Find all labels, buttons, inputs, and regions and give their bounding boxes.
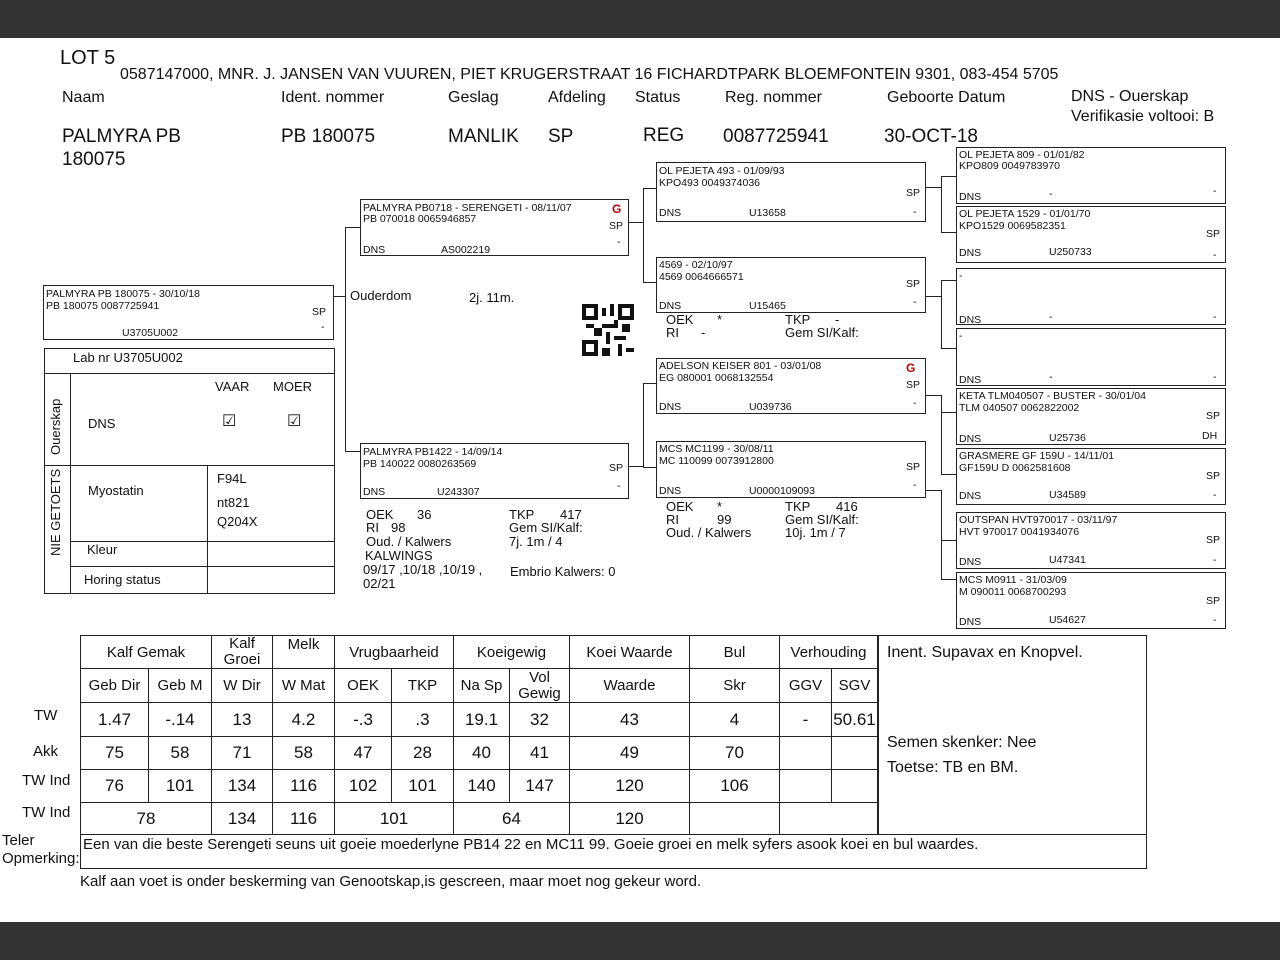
remarks-label-teler: Teler [2, 832, 35, 849]
gp-dash: - [913, 296, 917, 308]
connector [926, 490, 942, 491]
dam-code: U243307 [437, 486, 480, 498]
sub-header: Waarde [570, 669, 690, 703]
akk-cell: 70 [690, 737, 780, 770]
row-label-twind: TW Ind [22, 772, 71, 789]
ggp-line2: M 090011 0068700293 [959, 586, 1067, 598]
header-reg: Reg. nommer [725, 89, 822, 106]
gp-line2: MC 110099 0073912800 [659, 455, 774, 467]
akk-cell: 75 [81, 737, 149, 770]
connector [941, 395, 942, 475]
ggp-sp: SP [1206, 470, 1221, 482]
gp-dash: - [913, 206, 917, 218]
gp2-oek-label: OEK [666, 312, 694, 327]
dam-kalwings-label: KALWINGS [365, 548, 433, 563]
ggp-line1: KETA TLM040507 - BUSTER - 30/01/04 [959, 390, 1146, 402]
lab-dns: DNS [88, 416, 116, 431]
twind2-verhouding [780, 803, 878, 836]
twind-cell [832, 770, 878, 803]
qr-code-icon [582, 304, 634, 356]
grandparent-box [656, 257, 926, 313]
gp4-oek-label: OEK [666, 499, 694, 514]
remarks-box [80, 834, 1147, 869]
great-grandparent-box [956, 328, 1226, 386]
ggp-sp: SP [1206, 410, 1221, 422]
dam-embrio: Embrio Kalwers: 0 [510, 564, 616, 579]
gp2-tkp-label: TKP [785, 312, 811, 327]
gp4-ri-value: 99 [717, 512, 732, 527]
twind-cell: 101 [149, 770, 212, 803]
twind-cell: 102 [335, 770, 392, 803]
lab-number: Lab nr U3705U002 [73, 350, 183, 365]
animal-reg: 0087725941 [723, 126, 829, 147]
gp2-tkp-value: - [835, 312, 840, 327]
great-grandparent-box [956, 512, 1226, 569]
akk-cell: 28 [392, 737, 454, 770]
bottom-bar [0, 922, 1280, 960]
dam-line2: PB 140022 0080263569 [363, 458, 477, 470]
gp-code: U0000109093 [749, 485, 815, 497]
twind-cell: 116 [273, 770, 335, 803]
table-row [81, 737, 878, 770]
group-kalf-groei: Kalf Groei [212, 636, 273, 669]
akk-cell: 58 [273, 737, 335, 770]
animal-geboorte: 30-OCT-18 [884, 126, 978, 147]
sub-header: SGV [832, 669, 878, 703]
note-semen: Semen skenker: Nee [887, 734, 1037, 751]
table-row [81, 669, 878, 703]
ggp-dash: - [1213, 311, 1217, 323]
society-logo-icon: G [906, 361, 916, 375]
ggp-dns: DNS [959, 490, 982, 502]
animal-afdeling: SP [548, 126, 574, 147]
ggp-sp: SP [1206, 228, 1221, 240]
sire-line2: PB 070018 0065946857 [363, 213, 477, 225]
akk-cell: 49 [570, 737, 690, 770]
gp-dns: DNS [659, 485, 682, 497]
sub-header: GGV [780, 669, 832, 703]
header-naam: Naam [62, 89, 105, 106]
dam-oek-value: 36 [417, 507, 432, 522]
dam-ri-value: 98 [391, 520, 406, 535]
gp4-ri-label: RI [666, 512, 679, 527]
lab-divider [44, 465, 335, 466]
tw-cell: 32 [510, 703, 570, 737]
ggp-dns: DNS [959, 556, 982, 568]
dam-kalwings-dates: 09/17 ,10/18 ,10/19 , [363, 562, 483, 577]
notes-box [878, 635, 1147, 835]
table-row [81, 803, 878, 836]
tw-cell: 50.61 [832, 703, 878, 737]
header-dns: DNS - Ouerskap [1071, 88, 1189, 105]
gp-line1: 4569 - 02/10/97 [659, 259, 733, 271]
ggp-line1: - [959, 330, 963, 342]
table-row [81, 636, 878, 669]
header-geslag: Geslag [448, 89, 499, 106]
note-toetse: Toetse: TB en BM. [887, 759, 1019, 776]
lab-divider [70, 566, 335, 567]
akk-cell: 58 [149, 737, 212, 770]
owner-line: 0587147000, MNR. J. JANSEN VAN VUUREN, PIET KRUGERSTRAAT 16 FICHARDTPARK BLOEMFONTEIN 9301, 083-454 5705 [120, 66, 1059, 83]
gp-sp: SP [906, 379, 921, 391]
dam-box [360, 443, 629, 499]
row-label-twind-2: TW Ind [22, 804, 71, 821]
ggp-dns: DNS [959, 616, 982, 628]
ggp-code: U34589 [1049, 489, 1086, 501]
twind2-wmat: 116 [273, 803, 335, 836]
nie-getoets-label: NIE GETOETS [48, 468, 63, 556]
connector [941, 232, 956, 233]
twind-cell: 147 [510, 770, 570, 803]
myostatin-label: Myostatin [88, 483, 144, 498]
lab-vaar: VAAR [215, 379, 250, 394]
connector [643, 188, 644, 283]
lot-number: LOT 5 [60, 47, 116, 69]
gp-code: U039736 [749, 401, 792, 413]
sub-header: W Dir [212, 669, 273, 703]
animal-geslag: MANLIK [448, 126, 519, 147]
akk-cell [780, 737, 832, 770]
connector [941, 579, 956, 580]
gp4-oud-label: Oud. / Kalwers [666, 525, 752, 540]
dam-tkp-label: TKP [509, 507, 535, 522]
connector [941, 348, 956, 349]
sub-header: W Mat [273, 669, 335, 703]
gp2-gem-label: Gem SI/Kalf: [785, 325, 859, 340]
ggp-code: - [1049, 371, 1053, 383]
connector [941, 412, 956, 413]
connector [643, 282, 656, 283]
self-line2: PB 180075 0087725941 [46, 300, 160, 312]
tw-cell: 43 [570, 703, 690, 737]
connector [941, 540, 956, 541]
twind2-koei: 64 [454, 803, 570, 836]
connector [629, 466, 644, 467]
self-pedigree-box [43, 285, 334, 340]
tw-cell: 19.1 [454, 703, 510, 737]
akk-cell [832, 737, 878, 770]
connector [941, 490, 942, 580]
connector [926, 395, 942, 396]
sire-dash: - [617, 236, 621, 248]
ggp-sp: SP [1206, 595, 1221, 607]
connector [926, 296, 942, 297]
grandparent-box [656, 162, 926, 222]
dam-oud-value: 7j. 1m / 4 [509, 534, 563, 549]
sub-header: Geb M [149, 669, 212, 703]
self-code: U3705U002 [122, 327, 179, 339]
tw-cell: - [780, 703, 832, 737]
group-vrugbaarheid: Vrugbaarheid [335, 636, 454, 669]
ggp-code: U54627 [1049, 614, 1086, 626]
animal-ident: PB 180075 [281, 126, 376, 147]
ggp-dash: - [1213, 614, 1217, 626]
great-grandparent-box [956, 147, 1226, 204]
great-grandparent-box [956, 206, 1226, 263]
gp-code: U13658 [749, 207, 786, 219]
table-row [81, 770, 878, 803]
connector [643, 383, 644, 468]
tw-cell: .3 [392, 703, 454, 737]
header-verifikasie: Verifikasie voltooi: B [1071, 108, 1215, 125]
animal-name-number: 180075 [62, 149, 126, 170]
dam-kalwings-dates-2: 02/21 [363, 576, 396, 591]
gp-dns: DNS [659, 300, 682, 312]
grandparent-box [656, 358, 926, 414]
great-grandparent-box [956, 268, 1226, 325]
remarks-text: Een van die beste Serengeti seuns uit goeie moederlyne PB14 22 en MC11 99. Goeie groei en melk syfers asook koei en bul waardes. [83, 836, 979, 853]
gp-sp: SP [906, 278, 921, 290]
twind-cell: 101 [392, 770, 454, 803]
gp-dns: DNS [659, 207, 682, 219]
ggp-dash: - [1213, 489, 1217, 501]
connector [643, 467, 656, 468]
myostatin-nt821: nt821 [217, 495, 250, 510]
sire-line1: PALMYRA PB0718 - SERENGETI - 08/11/07 [363, 202, 572, 214]
gp-line1: ADELSON KEISER 801 - 03/01/08 [659, 360, 822, 372]
ggp-dash: - [1213, 185, 1217, 197]
header-geboorte: Geboorte Datum [887, 89, 1006, 106]
ggp-dns: DNS [959, 433, 982, 445]
twind-cell: 134 [212, 770, 273, 803]
gp-line2: 4569 0064666571 [659, 271, 744, 283]
gp2-ri-value: - [701, 325, 706, 340]
animal-status: REG [643, 125, 685, 146]
group-verhouding: Verhouding [780, 636, 878, 669]
ggp-line1: OL PEJETA 1529 - 01/01/70 [959, 208, 1091, 220]
connector [941, 280, 942, 349]
ggp-dns: DNS [959, 374, 982, 386]
lab-ouerskap-label: Ouerskap [48, 398, 63, 455]
ggp-sp: SP [1206, 534, 1221, 546]
lab-divider [44, 373, 335, 374]
connector [941, 176, 956, 177]
gp2-ri-label: RI [666, 325, 679, 340]
lab-divider [70, 373, 71, 594]
society-logo-icon: G [612, 202, 622, 216]
lab-moer: MOER [273, 379, 312, 394]
sire-box [360, 199, 629, 256]
dam-sp: SP [609, 462, 624, 474]
tw-cell: -.14 [149, 703, 212, 737]
great-grandparent-box [956, 572, 1226, 629]
gp-dash: - [913, 479, 917, 491]
gp-dash: - [913, 397, 917, 409]
connector [345, 451, 360, 452]
ggp-line1: GRASMERE GF 159U - 14/11/01 [959, 450, 1115, 462]
top-bar [0, 0, 1280, 38]
row-label-akk: Akk [33, 743, 59, 760]
header-status: Status [635, 89, 681, 106]
dam-oud-label: Oud. / Kalwers [366, 534, 452, 549]
performance-table [80, 635, 878, 836]
dam-oek-label: OEK [366, 507, 394, 522]
self-dash: - [321, 321, 325, 333]
dam-gem-label: Gem SI/Kalf: [509, 520, 583, 535]
gp-line2: EG 080001 0068132554 [659, 372, 774, 384]
connector [941, 280, 956, 281]
twind-cell: 120 [570, 770, 690, 803]
sire-sp: SP [609, 220, 624, 232]
vaar-check-icon: ☑ [222, 413, 237, 430]
sub-header: Geb Dir [81, 669, 149, 703]
header-ident: Ident. nommer [281, 89, 385, 106]
gp-sp: SP [906, 187, 921, 199]
ggp-dash: - [1213, 249, 1217, 261]
ggp-line2: HVT 970017 0041934076 [959, 526, 1080, 538]
ggp-line1: MCS M0911 - 31/03/09 [959, 574, 1067, 586]
connector [345, 227, 360, 228]
sub-header: Skr [690, 669, 780, 703]
myostatin-q204x: Q204X [217, 514, 258, 529]
ggp-line2: TLM 040507 0062822002 [959, 402, 1080, 414]
self-line1: PALMYRA PB 180075 - 30/10/18 [46, 288, 200, 300]
moer-check-icon: ☑ [287, 413, 302, 430]
tw-cell: 13 [212, 703, 273, 737]
gp-code: U15465 [749, 300, 786, 312]
akk-cell: 40 [454, 737, 510, 770]
dam-line1: PALMYRA PB1422 - 14/09/14 [363, 446, 503, 458]
gp4-tkp-value: 416 [836, 499, 858, 514]
kleur-label: Kleur [87, 542, 118, 557]
ggp-code: - [1049, 188, 1053, 200]
ggp-dash: DH [1202, 430, 1218, 442]
connector [345, 227, 346, 452]
dam-tkp-value: 417 [560, 507, 582, 522]
gp4-gem-label: Gem SI/Kalf: [785, 512, 859, 527]
gp-line2: KPO493 0049374036 [659, 177, 761, 189]
gp-line1: MCS MC1199 - 30/08/11 [659, 443, 774, 455]
group-kalf-gemak: Kalf Gemak [81, 636, 212, 669]
animal-name: PALMYRA PB [62, 126, 181, 147]
ggp-line2: GF159U D 0062581608 [959, 462, 1071, 474]
table-row [81, 703, 878, 737]
gp4-tkp-label: TKP [785, 499, 811, 514]
tw-cell: 1.47 [81, 703, 149, 737]
twind2-vrug: 101 [335, 803, 454, 836]
ggp-code: U47341 [1049, 554, 1086, 566]
ggp-dash: - [1213, 554, 1217, 566]
connector [643, 383, 656, 384]
sub-header: Na Sp [454, 669, 510, 703]
sub-header: OEK [335, 669, 392, 703]
akk-cell: 71 [212, 737, 273, 770]
gp-sp: SP [906, 461, 921, 473]
great-grandparent-box [956, 388, 1226, 445]
ggp-line2: KPO1529 0069582351 [959, 220, 1066, 232]
tw-cell: 4.2 [273, 703, 335, 737]
myostatin-f94l: F94L [217, 471, 247, 486]
connector [643, 188, 656, 189]
gp-line1: OL PEJETA 493 - 01/09/93 [659, 165, 785, 177]
ggp-line1: OUTSPAN HVT970017 - 03/11/97 [959, 514, 1118, 526]
gp4-oud-value: 10j. 1m / 7 [785, 525, 846, 540]
header-afdeling: Afdeling [548, 89, 606, 106]
remarks-label-opmerking: Opmerking: [2, 850, 80, 867]
connector [629, 222, 644, 223]
ggp-code: U25736 [1049, 432, 1086, 444]
sire-code: AS002219 [441, 244, 491, 256]
sub-header: TKP [392, 669, 454, 703]
gp4-oek-value: * [717, 499, 723, 514]
gp2-oek-value: * [717, 312, 723, 327]
horing-label: Horing status [84, 572, 161, 587]
twind-cell: 106 [690, 770, 780, 803]
ggp-line2: KPO809 0049783970 [959, 160, 1061, 172]
row-label-tw: TW [34, 707, 58, 724]
note-inent: Inent. Supavax en Knopvel. [887, 644, 1083, 661]
group-koei-waarde: Koei Waarde [570, 636, 690, 669]
twind2-wdir: 134 [212, 803, 273, 836]
ggp-line1: OL PEJETA 809 - 01/01/82 [959, 149, 1085, 161]
ggp-dash: - [1213, 371, 1217, 383]
twind-cell: 140 [454, 770, 510, 803]
twind2-bul [690, 803, 780, 836]
lab-divider [207, 465, 208, 594]
gp-dns: DNS [659, 401, 682, 413]
twind2-waarde: 120 [570, 803, 690, 836]
akk-cell: 41 [510, 737, 570, 770]
grandparent-box [656, 441, 926, 498]
ggp-code: - [1049, 311, 1053, 323]
tw-cell: 4 [690, 703, 780, 737]
ggp-code: U250733 [1049, 246, 1092, 258]
dam-dns: DNS [363, 486, 386, 498]
tw-cell: -.3 [335, 703, 392, 737]
sub-header: Vol Gewig [510, 669, 570, 703]
sire-dns: DNS [363, 244, 386, 256]
connector [941, 176, 942, 233]
ggp-dns: DNS [959, 314, 982, 326]
twind-cell [780, 770, 832, 803]
dam-ri-label: RI [366, 520, 379, 535]
twind2-kalf: 78 [81, 803, 212, 836]
self-sp: SP [312, 306, 327, 318]
age-value: 2j. 11m. [469, 290, 515, 305]
connector [941, 474, 956, 475]
group-melk: Melk [273, 636, 335, 669]
connector [926, 187, 942, 188]
dam-dash: - [617, 480, 621, 492]
ggp-dns: DNS [959, 191, 982, 203]
great-grandparent-box [956, 448, 1226, 505]
ggp-line1: - [959, 270, 963, 282]
age-label: Ouderdom [350, 288, 412, 303]
group-koeigewig: Koeigewig [454, 636, 570, 669]
ggp-dns: DNS [959, 247, 982, 259]
twind-cell: 76 [81, 770, 149, 803]
akk-cell: 47 [335, 737, 392, 770]
group-bul: Bul [690, 636, 780, 669]
footer-note: Kalf aan voet is onder beskerming van Genootskap,is gescreen, maar moet nog gekeur word. [80, 873, 702, 890]
